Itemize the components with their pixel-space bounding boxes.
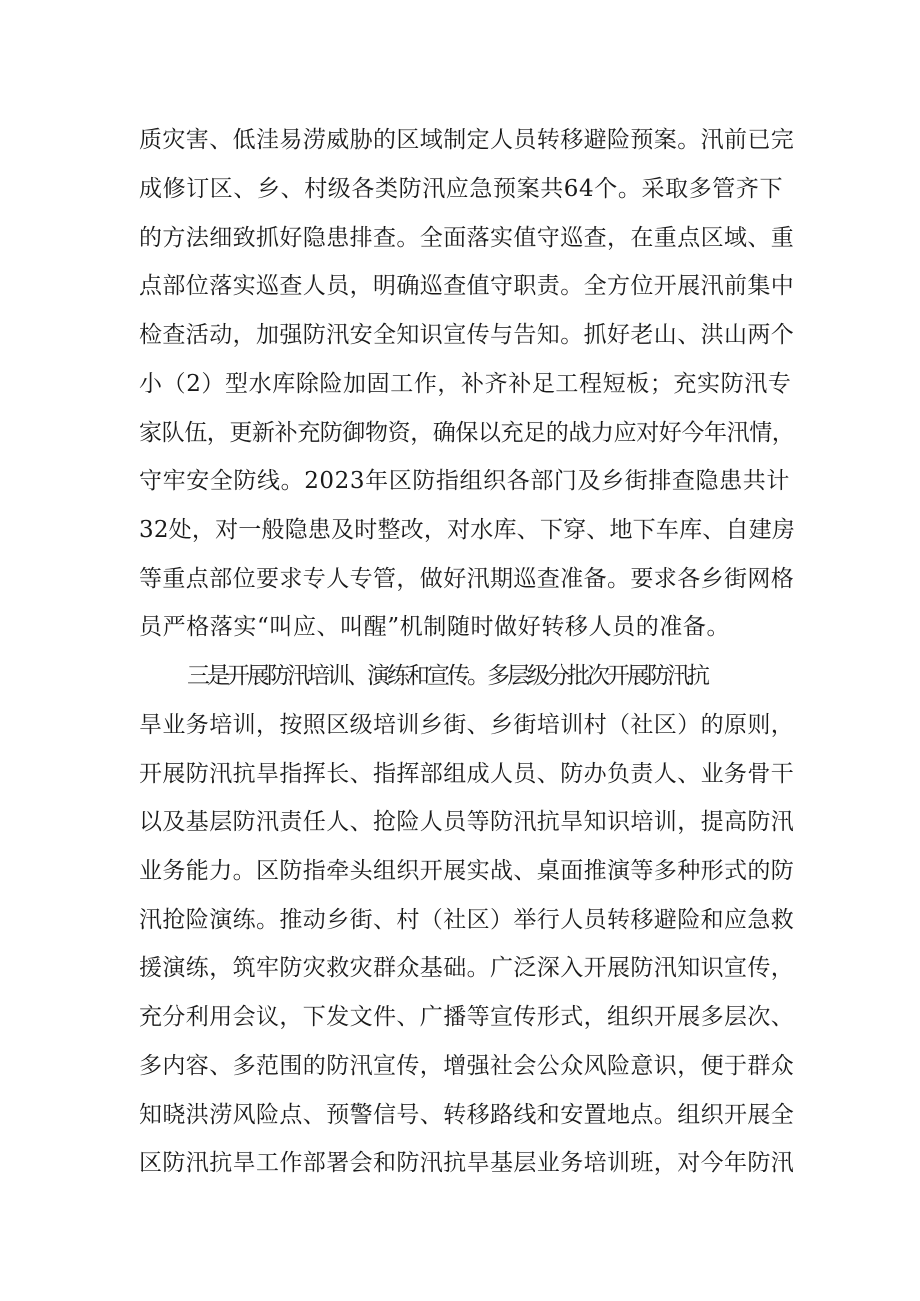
text-line: 守牢安全防线。2023年区防指组织各部门及乡街排查隐患共计 [139, 468, 790, 494]
text-line: 汛抢险演练。推动乡街、村（社区）举行人员转移避险和应急救 [139, 907, 795, 933]
paragraph-heading-line: 三是开展防汛培训、演练和宣传。多层级分批次开展防汛抗 [187, 663, 707, 689]
text-line: 质灾害、低洼易涝威胁的区域制定人员转移避险预案。汛前已完 [139, 127, 795, 153]
text-line: 成修订区、乡、村级各类防汛应急预案共64个。采取多管齐下 [139, 176, 784, 202]
text-line: 点部位落实巡查人员，明确巡查值守职责。全方位开展汛前集中 [139, 273, 795, 299]
text-line: 开展防汛抗旱指挥长、指挥部组成人员、防办负责人、业务骨干 [139, 761, 795, 787]
text-line: 援演练，筑牢防灾救灾群众基础。广泛深入开展防汛知识宣传， [139, 955, 795, 981]
text-line: 等重点部位要求专人专管，做好汛期巡查准备。要求各乡街网格 [139, 566, 795, 592]
text-line: 业务能力。区防指牵头组织开展实战、桌面推演等多种形式的防 [139, 858, 795, 884]
text-line: 32处，对一般隐患及时整改，对水库、下穿、地下车库、自建房 [139, 517, 796, 543]
text-line: 知晓洪涝风险点、预警信号、转移路线和安置地点。组织开展全 [139, 1102, 795, 1128]
text-line: 员严格落实“叫应、叫醒”机制随时做好转移人员的准备。 [139, 614, 731, 640]
text-line: 小（2）型水库除险加固工作，补齐补足工程短板；充实防汛专 [139, 371, 792, 397]
text-line: 多内容、多范围的防汛宣传，增强社会公众风险意识，便于群众 [139, 1053, 795, 1079]
text-line: 以及基层防汛责任人、抢险人员等防汛抗旱知识培训，提高防汛 [139, 809, 795, 835]
text-line: 区防汛抗旱工作部署会和防汛抗旱基层业务培训班，对今年防汛 [139, 1150, 795, 1176]
text-line: 家队伍，更新补充防御物资，确保以充足的战力应对好今年汛情， [139, 420, 795, 446]
text-line: 充分利用会议，下发文件、广播等宣传形式，组织开展多层次、 [139, 1004, 795, 1030]
text-line: 的方法细致抓好隐患排查。全面落实值守巡查，在重点区域、重 [139, 225, 795, 251]
text-line: 旱业务培训，按照区级培训乡街、乡街培训村（社区）的原则， [139, 712, 795, 738]
text-line: 检查活动，加强防汛安全知识宣传与告知。抓好老山、洪山两个 [139, 322, 795, 348]
